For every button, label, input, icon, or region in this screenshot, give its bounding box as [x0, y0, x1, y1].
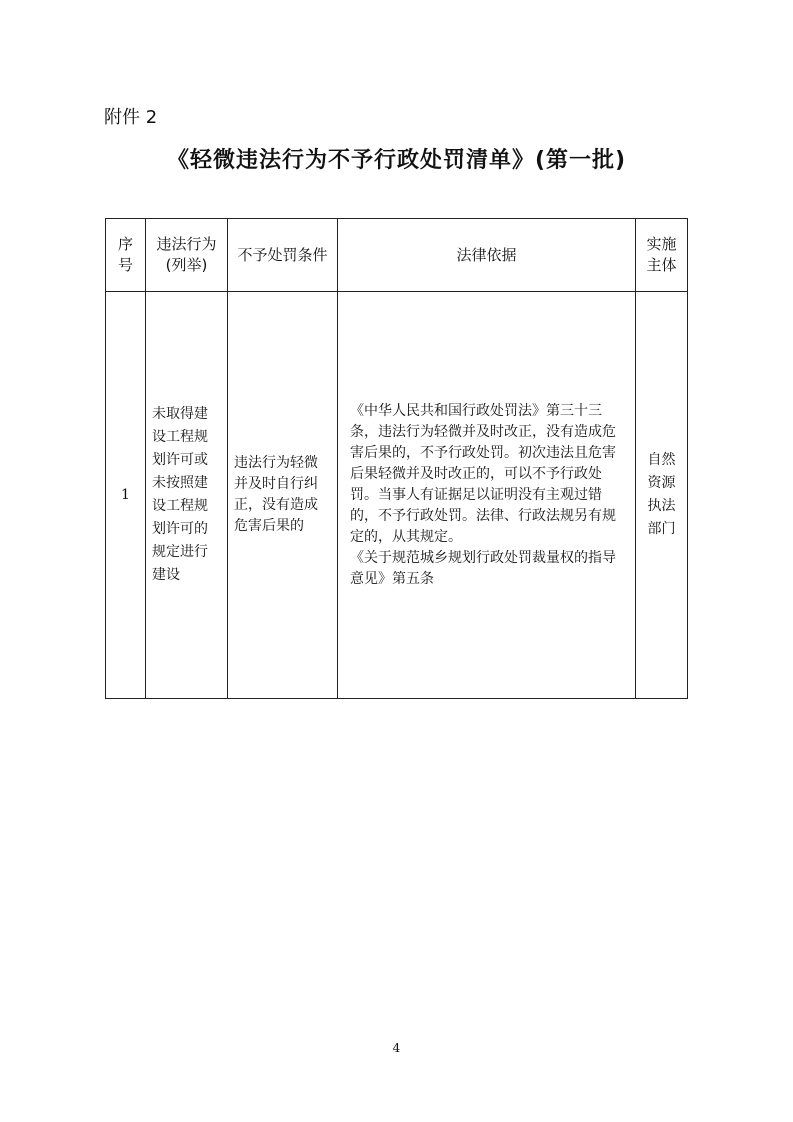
row-condition: 违法行为轻微并及时自行纠正，没有造成危害后果的 — [228, 292, 338, 699]
header-act — [146, 219, 228, 292]
header-act-line2: (列举) — [165, 256, 208, 274]
org-line-4: 部门 — [647, 521, 676, 537]
table-row — [106, 292, 688, 699]
header-basis: 法律依据 — [338, 219, 636, 292]
header-seq-line1: 序 — [117, 235, 133, 253]
header-seq — [106, 219, 146, 292]
penalty-exemption-table — [105, 218, 688, 699]
header-org-line2: 主体 — [646, 256, 677, 274]
legal-basis-paragraph-1: 《中华人民共和国行政处罚法》第三十三条，违法行为轻微并及时改正，没有造成危害后果的，不予行政处罚。初次违法且危害后果轻微并及时改正的，可以不予行政处罚。当事人有证据足以证明没有主观过错的，不予行政处罚。法律、行政法规另有规定的，从其规定。 — [350, 402, 616, 545]
page-number: 4 — [392, 1041, 401, 1055]
row-violation: 未取得建设工程规划许可或未按照建设工程规划许可的规定进行建设 — [146, 292, 228, 699]
org-line-2: 资源 — [647, 475, 676, 491]
org-line-1: 自然 — [647, 452, 676, 468]
header-act-line1: 违法行为 — [156, 235, 217, 253]
legal-basis-paragraph-2: 《关于规范城乡规划行政处罚裁量权的指导意见》第五条 — [350, 549, 616, 587]
row-seq: 1 — [106, 292, 146, 699]
document-title: 《轻微违法行为不予行政处罚清单》(第一批) — [166, 148, 627, 173]
header-seq-line2: 号 — [117, 256, 133, 274]
header-org — [636, 219, 688, 292]
row-legal-basis — [338, 292, 636, 699]
table-header-row — [106, 219, 688, 292]
org-line-3: 执法 — [647, 498, 676, 514]
header-org-line1: 实施 — [646, 235, 677, 253]
attachment-label: 附件 2 — [104, 107, 158, 128]
row-implementing-body — [636, 292, 688, 699]
header-condition: 不予处罚条件 — [228, 219, 338, 292]
